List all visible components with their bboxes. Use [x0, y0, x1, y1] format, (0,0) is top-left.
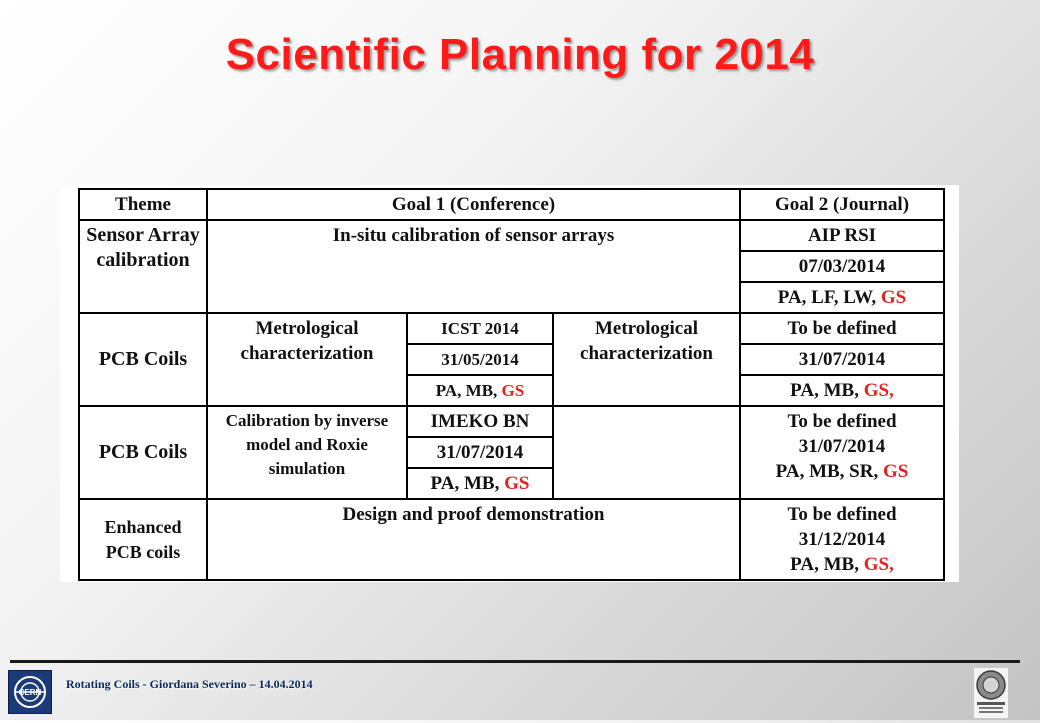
authors-highlight: GS, — [863, 554, 894, 575]
journal-authors — [743, 459, 941, 484]
table-row — [79, 406, 944, 437]
conference-date-cell: 31/07/2014 — [407, 437, 553, 468]
journal-cell — [740, 499, 944, 580]
header-row — [79, 189, 944, 220]
journal-authors-cell — [740, 375, 944, 406]
conference-authors-cell — [407, 468, 553, 499]
journal-cell — [740, 406, 944, 499]
authors-text: PA, MB, — [790, 380, 859, 401]
conference-authors-cell — [407, 375, 553, 406]
journal-authors-cell — [740, 282, 944, 313]
authors-text: PA, MB, — [790, 554, 859, 575]
authors-highlight: GS — [504, 473, 530, 494]
authors-text: PA, MB, — [430, 473, 500, 494]
table-row — [79, 499, 944, 580]
theme-cell: PCB Coils — [79, 406, 207, 499]
header-theme: Theme — [79, 189, 207, 220]
goal1-right-cell: Metrological characterization — [553, 313, 740, 406]
table-row — [79, 313, 944, 344]
header-goal1: Goal 1 (Conference) — [207, 189, 740, 220]
journal-name: To be defined — [787, 411, 897, 432]
cern-logo-text: CERN — [18, 688, 42, 697]
goal1-left-cell: Calibration by inverse model and Roxie simulation — [207, 406, 407, 499]
footer-divider — [10, 660, 1020, 663]
journal-authors — [743, 552, 941, 577]
goal1-cell: In-situ calibration of sensor arrays — [207, 220, 740, 313]
authors-text: PA, LF, LW, — [777, 287, 877, 308]
conference-date-cell: 31/05/2014 — [407, 344, 553, 375]
slide-title: Scientific Planning for 2014 — [225, 30, 815, 79]
goal1-right-cell — [553, 406, 740, 499]
journal-date: 31/07/2014 — [798, 436, 886, 457]
authors-highlight: GS, — [863, 380, 894, 401]
goal1-left-cell: Metrological characterization — [207, 313, 407, 406]
authors-text: PA, MB, — [435, 381, 498, 400]
authors-text: PA, MB, SR, — [775, 461, 879, 482]
university-logo — [974, 668, 1008, 718]
goal1-cell: Design and proof demonstration — [207, 499, 740, 580]
journal-cell: To be defined — [740, 313, 944, 344]
authors-highlight: GS — [501, 381, 525, 400]
cern-logo — [8, 670, 52, 714]
authors-highlight: GS — [880, 287, 907, 308]
journal-name: To be defined — [787, 504, 897, 525]
conference-cell: ICST 2014 — [407, 313, 553, 344]
theme-cell: Enhanced PCB coils — [79, 499, 207, 580]
authors-highlight: GS — [882, 461, 909, 482]
theme-cell: PCB Coils — [79, 313, 207, 406]
journal-date-cell: 07/03/2014 — [740, 251, 944, 282]
journal-date: 31/12/2014 — [798, 529, 886, 550]
journal-cell: AIP RSI — [740, 220, 944, 251]
journal-date-cell: 31/07/2014 — [740, 344, 944, 375]
planning-table-panel — [60, 185, 959, 582]
header-goal2: Goal 2 (Journal) — [740, 189, 944, 220]
conference-cell: IMEKO BN — [407, 406, 553, 437]
footer-text: Rotating Coils - Giordana Severino – 14.04.2014 — [66, 677, 313, 691]
table-row — [79, 220, 944, 251]
theme-cell: Sensor Array calibration — [79, 220, 207, 313]
planning-table — [78, 188, 945, 581]
